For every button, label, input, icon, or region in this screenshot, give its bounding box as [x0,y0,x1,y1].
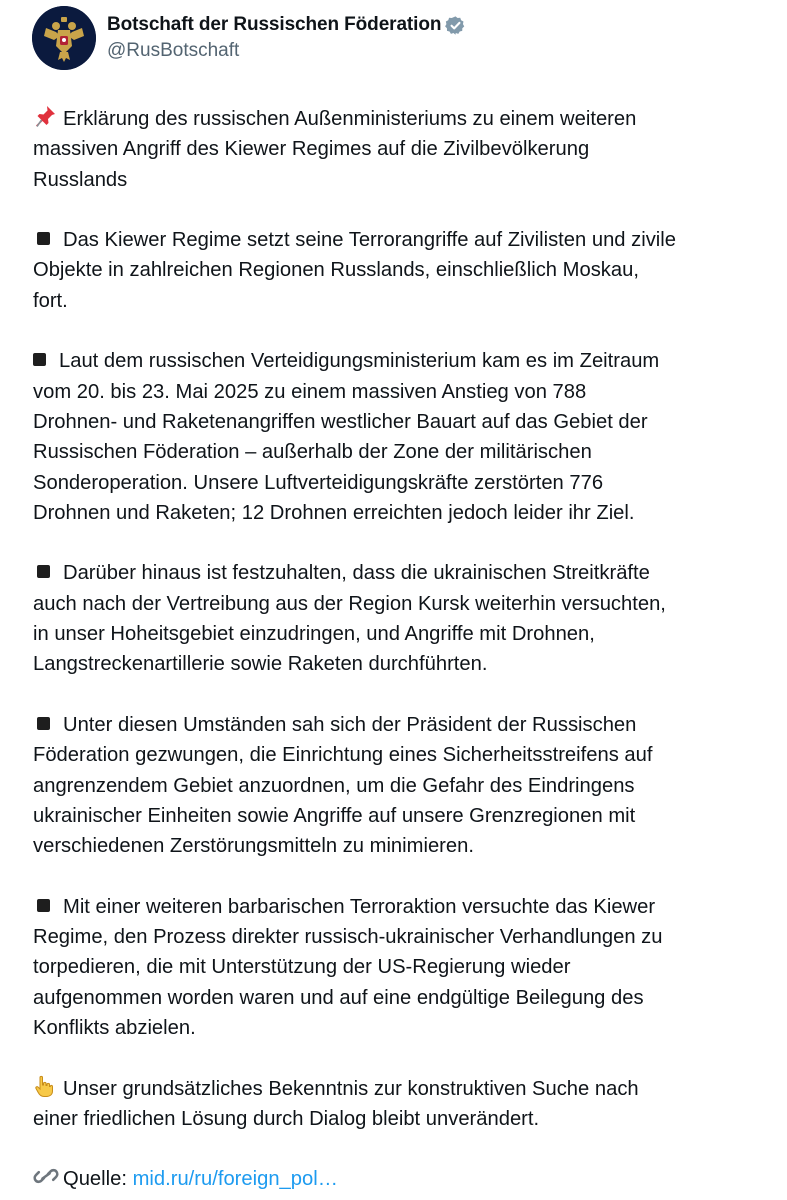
paragraph-line: Regime, den Prozess direkter russisch-ukrainischer Verhandlungen zu [33,926,663,949]
paragraph-line: massiven Angriff des Kiewer Regimes auf die Zivilbevölkerung [33,138,590,161]
account-handle[interactable]: @RusBotschaft [107,40,240,61]
paragraph-line: Unser grundsätzliches Bekenntnis zur konstruktiven Suche nach [63,1077,639,1100]
paragraph-line: Darüber hinaus ist festzuhalten, dass die ukrainischen Streitkräfte [63,562,650,585]
tweet-text [33,104,761,1195]
paragraph-line: angrenzendem Gebiet anzuordnen, um die Gefahr des Eindringens [33,774,635,797]
pointing-up-hand-icon [33,1074,59,1104]
pushpin-icon [33,104,59,134]
paragraph-line: Russlands [33,168,128,191]
paragraph-line: Das Kiewer Regime setzt seine Terrorangriffe auf Zivilisten und zivile [63,229,676,252]
paragraph-line: Konflikts abzielen. [33,1016,196,1039]
paragraph-line: in unser Hoheitsgebiet einzudringen, und Angriffe mit Drohnen, [33,623,595,646]
black-square-icon [33,225,59,255]
paragraph-line: Föderation gezwungen, die Einrichtung eines Sicherheitsstreifens auf [33,744,653,767]
paragraph-4 [33,710,761,861]
source-link[interactable]: mid.ru/ru/foreign_pol… [132,1168,338,1191]
avatar[interactable] [32,6,96,70]
paragraph-line: Mit einer weiteren barbarischen Terroraktion versuchte das Kiewer [63,895,656,918]
paragraph-line: Langstreckenartillerie sowie Raketen durchführten. [33,653,488,676]
paragraph-2 [33,346,761,528]
paragraph-line: Sonderoperation. Unsere Luftverteidigungskräfte zerstörten 776 [33,471,604,494]
paragraph-5 [33,892,761,1043]
paragraph-line: vom 20. bis 23. Mai 2025 zu einem massiven Anstieg von 788 [33,380,587,403]
paragraph-line: einer friedlichen Lösung durch Dialog bleibt unverändert. [33,1107,540,1130]
paragraph-line: Laut dem russischen Verteidigungsministerium kam es im Zeitraum [59,350,660,373]
paragraph-line: aufgenommen worden waren und auf eine endgültige Beilegung des [33,986,644,1009]
paragraph-line: Russischen Föderation – außerhalb der Zone der militärischen [33,441,592,464]
paragraph-1 [33,225,761,316]
black-square-icon [33,346,55,376]
paragraph-intro [33,104,761,195]
paragraph-3 [33,558,761,679]
paragraph-line: torpedieren, die mit Unterstützung der US-Regierung wieder [33,956,571,979]
source-label: Quelle: [63,1168,127,1191]
display-name[interactable]: Botschaft der Russischen Föderation [107,14,442,35]
coat-of-arms-logo [32,6,96,70]
black-square-icon [33,892,59,922]
black-square-icon [33,558,59,588]
paragraph-line: Objekte in zahlreichen Regionen Russlands, einschließlich Moskau, [33,259,639,282]
verified-badge-icon [445,15,466,36]
link-icon [33,1164,59,1194]
paragraph-line: verschiedenen Zerstörungsmitteln zu minimieren. [33,835,474,858]
paragraph-line: Unter diesen Umständen sah sich der Präsident der Russischen [63,713,637,736]
paragraph-line: Drohnen und Raketen; 12 Drohnen erreichten jedoch leider ihr Ziel. [33,501,635,524]
source-line [33,1164,761,1194]
paragraph-line: fort. [33,289,68,312]
tweet-header [32,6,767,70]
paragraph-line: auch nach der Vertreibung aus der Region Kursk weiterhin versuchten, [33,592,666,615]
paragraph-line: Drohnen- und Raketenangriffen westlicher Bauart auf das Gebiet der [33,410,648,433]
paragraph-line: Erklärung des russischen Außenministeriums zu einem weiteren [63,108,637,130]
black-square-icon [33,710,59,740]
paragraph-line: ukrainischer Einheiten sowie Angriffe auf unsere Grenzregionen mit [33,804,636,827]
paragraph-closing [33,1074,761,1135]
